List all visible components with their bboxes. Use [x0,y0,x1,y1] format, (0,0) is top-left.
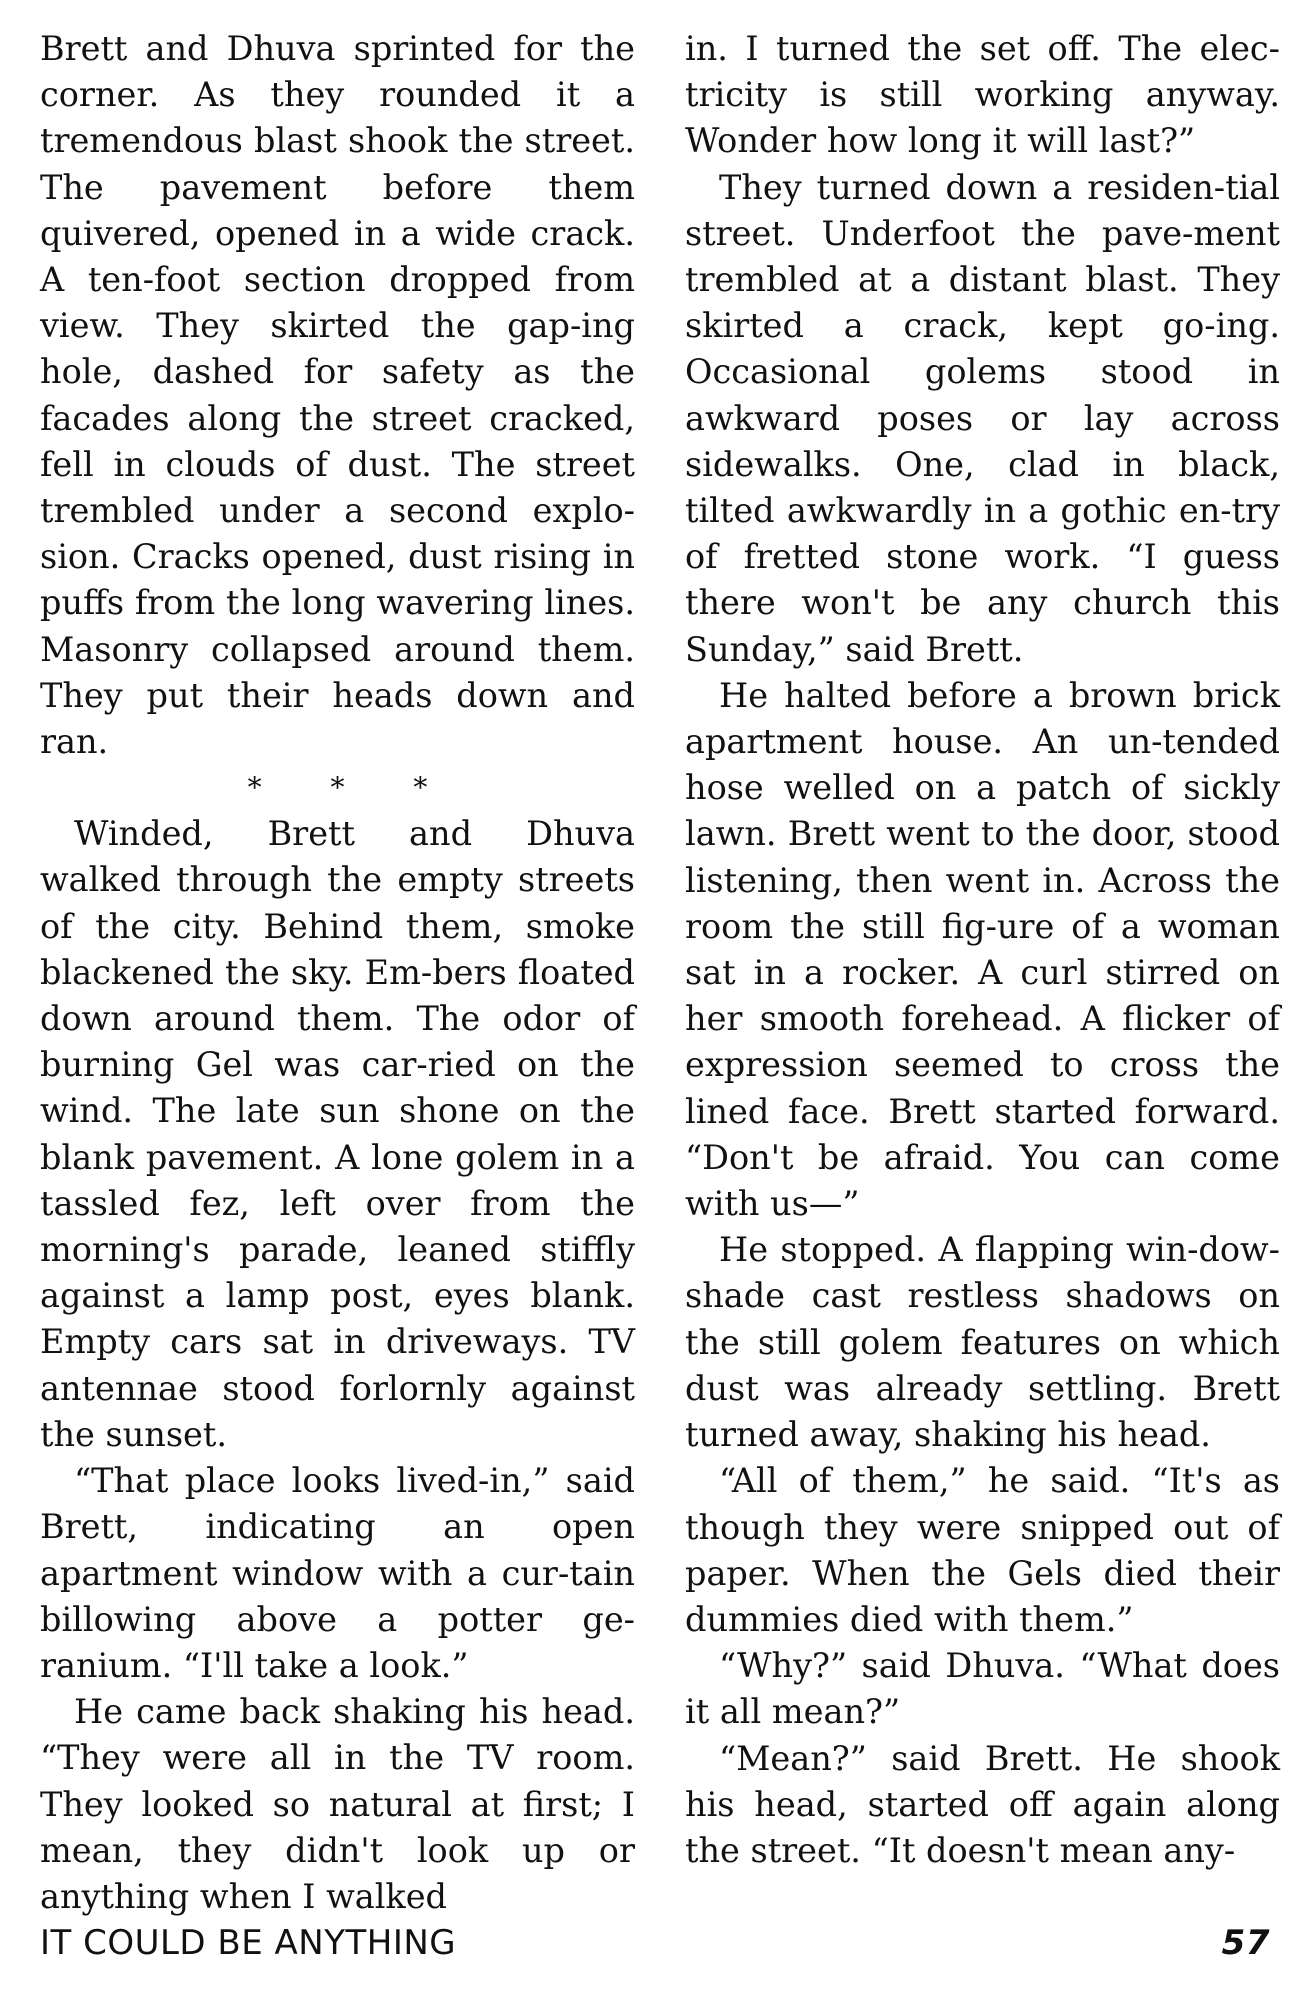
page-number: 57 [1221,1923,1270,1963]
paragraph: He stopped. A flapping win-dow-shade cast restless shadows on the still golem features on which dust was already settling. Brett turned away, shaking his head. [685,1230,1280,1455]
paragraph: They turned down a residen-tial street. Underfoot the pave-ment trembled at a distant blast. They skirted a crack, kept go-ing. Occasional golems stood in awkward poses or lay across sidewalks. One, clad in black, tilted awkwardly in a gothic en-try of fretted stone work. “I guess there won't be any church this Sunday,” said Brett. [685,167,1280,669]
paragraph: “Mean?” said Brett. He shook his head, started off again along the street. “It doesn't mean any- [685,1738,1280,1870]
paragraph: Winded, Brett and Dhuva walked through the empty streets of the city. Behind them, smoke blackened the sky. Em-bers floated down around them. The odor of burning Gel was car-ried on the wind. The late sun shone on the blank pavement. A lone golem in a tassled fez, left over from the morning's parade, leaned stiffly against a lamp post, eyes blank. Empty cars sat in driveways. TV antennae stood forlornly against the sunset. [40,814,635,1454]
page-footer [40,1918,1270,1968]
paragraph: in. I turned the set off. The elec-tricity is still working anyway. Wonder how long it will last?” [685,29,1280,161]
section-break: * * * [247,771,458,805]
paragraph: He halted before a brown brick apartment house. An un-tended hose welled on a patch of sickly lawn. Brett went to the door, stood listening, then went in. Across the room the still fig-ure of a woman sat in a rocker. A curl stirred on her smooth forehead. A flicker of expression seemed to cross the lined face. Brett started forward. “Don't be afraid. You can come with us—” [685,675,1280,1224]
paragraph: Brett and Dhuva sprinted for the corner. As they rounded it a tremendous blast shook the street. The pavement before them quivered, opened in a wide crack. A ten-foot section dropped from view. They skirted the gap-ing hole, dashed for safety as the facades along the street cracked, fell in clouds of dust. The street trembled under a second explo-sion. Cracks opened, dust rising in puffs from the long wavering lines. Masonry collapsed around them. They put their heads down and ran. [40,29,635,762]
paragraph: “Why?” said Dhuva. “What does it all mean?” [685,1646,1280,1732]
right-column [685,26,1280,1874]
left-column [40,26,635,1920]
running-title: IT COULD BE ANYTHING [40,1923,457,1963]
paragraph: He came back shaking his head. “They were all in the TV room. They looked so natural at first; I mean, they didn't look up or anything when I walked [40,1692,635,1916]
paragraph: “All of them,” he said. “It's as though they were snipped out of paper. When the Gels died their dummies died with them.” [685,1461,1280,1639]
paragraph: “That place looks lived-in,” said Brett, indicating an open apartment window with a cur-tain billowing above a potter ge-ranium. “I'll take a look.” [40,1461,635,1685]
